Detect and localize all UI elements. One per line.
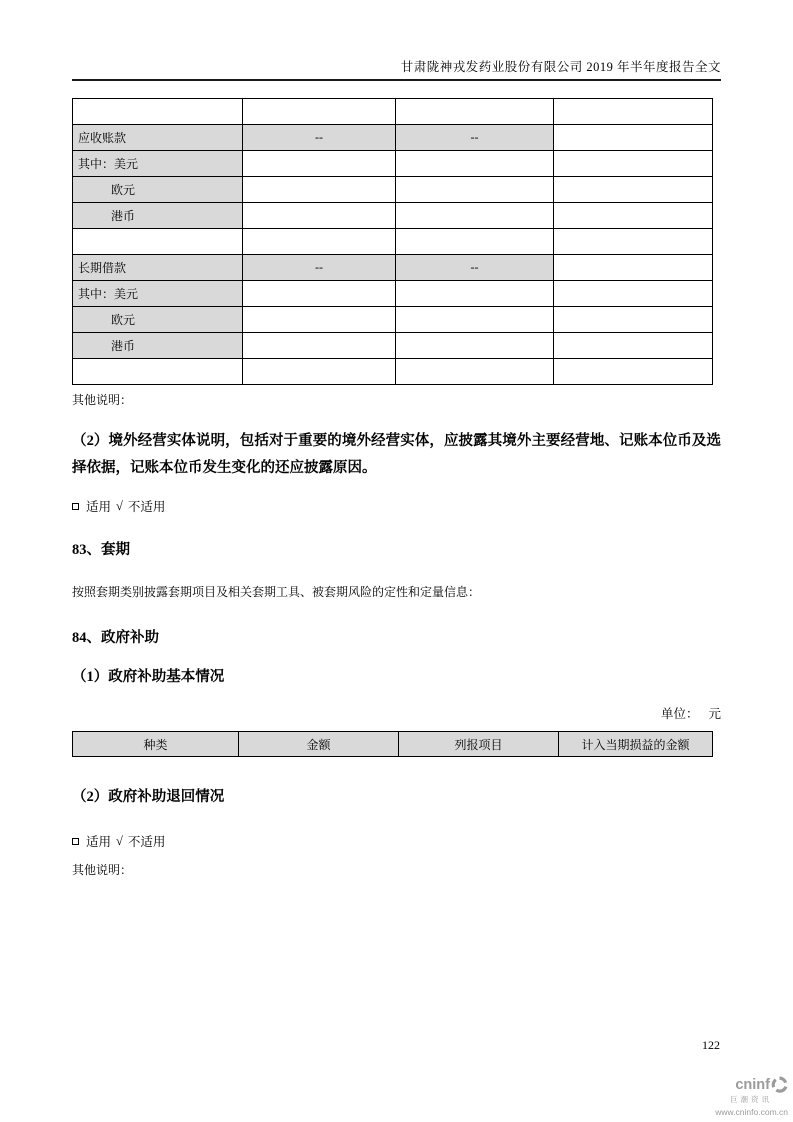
cell-value (396, 151, 554, 177)
cell-value (554, 125, 713, 151)
cninfo-logo (696, 1076, 788, 1117)
checkbox-unchecked-icon (72, 838, 79, 845)
cell-label: 应收账款 (73, 125, 243, 151)
cell-value (554, 177, 713, 203)
cell-value (396, 177, 554, 203)
column-header-pl-amount: 计入当期损益的金额 (559, 732, 713, 757)
table-row-usd (73, 151, 713, 177)
applicability-line (72, 497, 721, 515)
unit-line (72, 704, 721, 722)
cell-value (554, 281, 713, 307)
cell-value (243, 203, 396, 229)
cell-value (243, 333, 396, 359)
check-mark-icon: √ (116, 498, 123, 513)
table-row-hkd (73, 333, 713, 359)
cell-value (243, 177, 396, 203)
table-row (73, 229, 713, 255)
cell-value (396, 307, 554, 333)
checkbox-unchecked-icon (72, 503, 79, 510)
cninfo-chinese-name: 巨潮资讯 (730, 1095, 772, 1104)
cell-value (243, 359, 396, 385)
not-applicable-label: 不适用 (127, 500, 166, 514)
cell-label: 长期借款 (73, 255, 243, 281)
table-row (73, 99, 713, 125)
cninfo-url: www.cninfo.com.cn (715, 1107, 788, 1117)
cell-value (396, 99, 554, 125)
cell-label: 港币 (73, 203, 243, 229)
table-row-long-term-loans (73, 255, 713, 281)
cninfo-logo-row (696, 1076, 788, 1093)
column-header-reporting-item: 列报项目 (399, 732, 559, 757)
cell-label: 其中：美元 (73, 151, 243, 177)
unit-value: 元 (708, 707, 721, 721)
page-number: 122 (702, 1038, 720, 1052)
table-row-usd (73, 281, 713, 307)
cell-value (554, 255, 713, 281)
overseas-entities-paragraph: （2）境外经营实体说明，包括对于重要的境外经营实体，应披露其境外主要经营地、记账本位币及选择依据，记账本位币发生变化的还应披露原因。 (72, 433, 721, 476)
check-mark-icon: √ (116, 833, 123, 848)
cell-value (243, 307, 396, 333)
cell-value: -- (396, 125, 554, 151)
section-84-sub2-title: （2）政府补助退回情况 (72, 789, 225, 805)
cell-value (396, 359, 554, 385)
cell-label: 欧元 (73, 177, 243, 203)
column-header-type: 种类 (73, 732, 239, 757)
section-84-title: 84、政府补助 (72, 630, 159, 646)
header-divider (72, 79, 721, 81)
cell-label (73, 359, 243, 385)
cell-value (243, 229, 396, 255)
cninfo-brand-text: cninf (735, 1076, 770, 1093)
applicable-label: 适用 (86, 500, 112, 514)
column-header-amount: 金额 (239, 732, 399, 757)
section-83-body: 按照套期类别披露套期项目及相关套期工具、被套期风险的定性和定量信息： (72, 585, 481, 599)
government-grants-table (72, 731, 713, 757)
cell-value (243, 99, 396, 125)
cell-label (73, 99, 243, 125)
cell-value: -- (396, 255, 554, 281)
report-title: 甘肃陇神戎发药业股份有限公司 2019 年半年度报告全文 (400, 60, 721, 74)
cell-value: -- (243, 255, 396, 281)
cell-value (554, 229, 713, 255)
cell-value (243, 151, 396, 177)
cell-value (554, 333, 713, 359)
table-header-row (73, 732, 713, 757)
cell-value (396, 333, 554, 359)
table-row (73, 359, 713, 385)
table-row-eur (73, 177, 713, 203)
cell-value (396, 281, 554, 307)
cell-value (243, 281, 396, 307)
not-applicable-label: 不适用 (127, 835, 166, 849)
section-84-sub1-title: （1）政府补助基本情况 (72, 669, 225, 685)
foreign-currency-table (72, 98, 713, 385)
cell-value (554, 359, 713, 385)
cell-label (73, 229, 243, 255)
swirl-logo-icon (771, 1076, 788, 1093)
table-row-hkd (73, 203, 713, 229)
other-notes-label: 其他说明： (72, 863, 133, 877)
cell-label: 其中：美元 (73, 281, 243, 307)
cell-value (554, 307, 713, 333)
table-row-accounts-receivable (73, 125, 713, 151)
applicable-label: 适用 (86, 835, 112, 849)
cell-value (396, 203, 554, 229)
unit-label: 单位： (660, 707, 699, 721)
table-row-eur (73, 307, 713, 333)
applicability-line (72, 832, 721, 850)
cell-value: -- (243, 125, 396, 151)
other-notes-label: 其他说明： (72, 393, 133, 407)
page-header (72, 0, 721, 81)
section-83-title: 83、套期 (72, 542, 130, 558)
cell-value (554, 203, 713, 229)
cell-label: 港币 (73, 333, 243, 359)
cell-label: 欧元 (73, 307, 243, 333)
cell-value (396, 229, 554, 255)
cell-value (554, 151, 713, 177)
cell-value (554, 99, 713, 125)
